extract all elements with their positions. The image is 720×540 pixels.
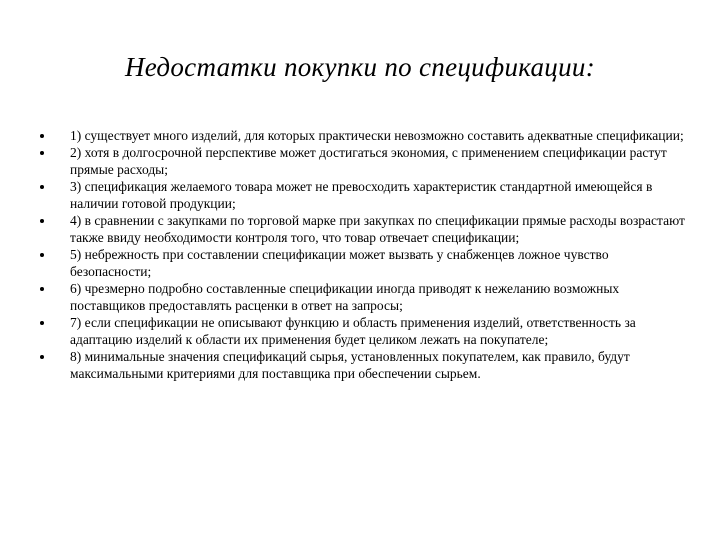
list-item [40,178,690,212]
list-item [40,127,690,144]
list-item-text: 1) существует много изделий, для которых практически невозможно составить адекватные спецификации; [70,128,684,143]
bullet-icon [40,355,44,359]
list-item-text: 4) в сравнении с закупками по торговой марке при закупках по спецификации прямые расходы возрастают также ввиду необходимости контроля того, что товар отвечает спецификации; [70,213,685,245]
list-item [40,348,690,382]
bullet-list [40,127,690,382]
list-item-text: 8) минимальные значения спецификаций сырья, установленных покупателем, как правило, будут максимальными критериями для поставщика при обеспечении сырьем. [70,349,630,381]
list-item-text: 5) небрежность при составлении спецификации может вызвать у снабженцев ложное чувство безопасности; [70,247,609,279]
slide-title: Недостатки покупки по спецификации: [125,52,595,82]
bullet-icon [40,287,44,291]
bullet-icon [40,219,44,223]
bullet-icon [40,134,44,138]
bullet-icon [40,321,44,325]
list-item [40,280,690,314]
bullet-icon [40,253,44,257]
list-item [40,144,690,178]
list-item-text: 7) если спецификации не описывают функцию и область применения изделий, ответственность за адаптацию изделий к области их применения будет целиком лежать на покупателе; [70,315,636,347]
list-item [40,246,690,280]
list-item-text: 6) чрезмерно подробно составленные спецификации иногда приводят к нежеланию возможных поставщиков предоставлять расценки в ответ на запросы; [70,281,620,313]
list-item-text: 3) спецификация желаемого товара может не превосходить характеристик стандартной имеющейся в наличии готовой продукции; [70,179,653,211]
list-item [40,314,690,348]
list-item-text: 2) хотя в долгосрочной перспективе может достигаться экономия, с применением спецификации растут прямые расходы; [70,145,667,177]
bullet-icon [40,185,44,189]
bullet-icon [40,151,44,155]
list-item [40,212,690,246]
